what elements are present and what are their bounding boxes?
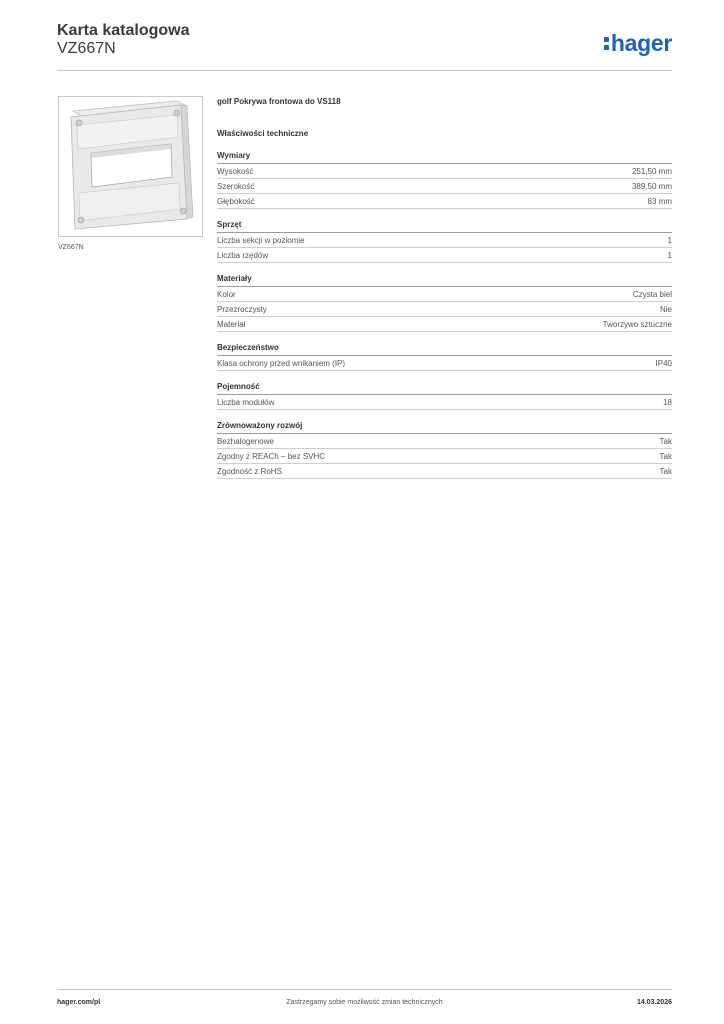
spec-value: 1 <box>667 236 672 245</box>
spec-group-title: Zrównoważony rozwój <box>217 420 672 434</box>
footer-disclaimer: Zastrzegamy sobie możliwość zmian technicznych <box>286 999 443 1006</box>
spec-groups <box>217 150 672 479</box>
spec-label: Szerokość <box>217 182 255 191</box>
image-caption: VZ667N <box>58 244 84 251</box>
footer-website: hager.com/pl <box>57 999 101 1006</box>
spec-label: Wysokość <box>217 167 254 176</box>
spec-row <box>217 434 672 449</box>
spec-group <box>217 420 672 479</box>
spec-value: Nie <box>659 305 672 314</box>
spec-row <box>217 287 672 302</box>
product-title: golf Pokrywa frontowa do VS118 <box>217 97 341 106</box>
spec-value: IP40 <box>655 359 672 368</box>
spec-row <box>217 302 672 317</box>
spec-value: 18 <box>663 398 672 407</box>
footer-date: 14.03.2026 <box>636 999 672 1006</box>
spec-group <box>217 381 672 410</box>
spec-group-title: Wymiary <box>217 150 672 164</box>
spec-label: Bezhalogenowe <box>217 437 274 446</box>
spec-group-title: Pojemność <box>217 381 672 395</box>
spec-label: Liczba sekcji w poziomie <box>217 236 305 245</box>
spec-value: 389,50 mm <box>631 182 672 191</box>
section-heading: Właściwości techniczne <box>217 129 309 138</box>
spec-value: Tak <box>659 437 672 446</box>
spec-row <box>217 233 672 248</box>
enclosure-cover-illustration <box>59 97 202 236</box>
spec-row <box>217 356 672 371</box>
spec-value: 251,50 mm <box>631 167 672 176</box>
spec-row <box>217 248 672 263</box>
page-footer <box>57 989 672 1006</box>
logo-colon-icon <box>604 35 609 51</box>
spec-value: 1 <box>667 251 672 260</box>
spec-label: Zgodny z REACh – bez SVHC <box>217 452 326 461</box>
spec-row <box>217 449 672 464</box>
spec-label: Materiał <box>217 320 246 329</box>
logo-text: hager <box>610 29 672 56</box>
product-code: VZ667N <box>57 40 116 57</box>
document-title: Karta katalogowa <box>57 22 190 39</box>
spec-label: Liczba modułów <box>217 398 275 407</box>
spec-label: Zgodność z RoHS <box>217 467 282 476</box>
spec-row <box>217 179 672 194</box>
spec-label: Klasa ochrony przed wnikaniem (IP) <box>217 359 346 368</box>
spec-row <box>217 317 672 332</box>
spec-label: Liczba rzędów <box>217 251 269 260</box>
spec-value: Tak <box>659 467 672 476</box>
spec-group <box>217 150 672 209</box>
spec-group-title: Materiały <box>217 273 672 287</box>
spec-label: Kolor <box>217 290 236 299</box>
spec-value: Tworzywo sztuczne <box>602 320 672 329</box>
hager-logo <box>604 29 672 57</box>
product-image <box>58 96 203 237</box>
spec-group <box>217 219 672 263</box>
spec-value: Tak <box>659 452 672 461</box>
spec-group-title: Bezpieczeństwo <box>217 342 672 356</box>
technical-specs <box>217 96 672 479</box>
spec-row <box>217 464 672 479</box>
spec-label: Przezroczysty <box>217 305 267 314</box>
spec-value: 83 mm <box>647 197 672 206</box>
spec-value: Czysta biel <box>632 290 672 299</box>
spec-row <box>217 194 672 209</box>
spec-group <box>217 342 672 371</box>
spec-row <box>217 164 672 179</box>
spec-row <box>217 395 672 410</box>
page-header <box>57 20 672 71</box>
spec-group <box>217 273 672 332</box>
spec-group-title: Sprzęt <box>217 219 672 233</box>
spec-label: Głębokość <box>217 197 255 206</box>
